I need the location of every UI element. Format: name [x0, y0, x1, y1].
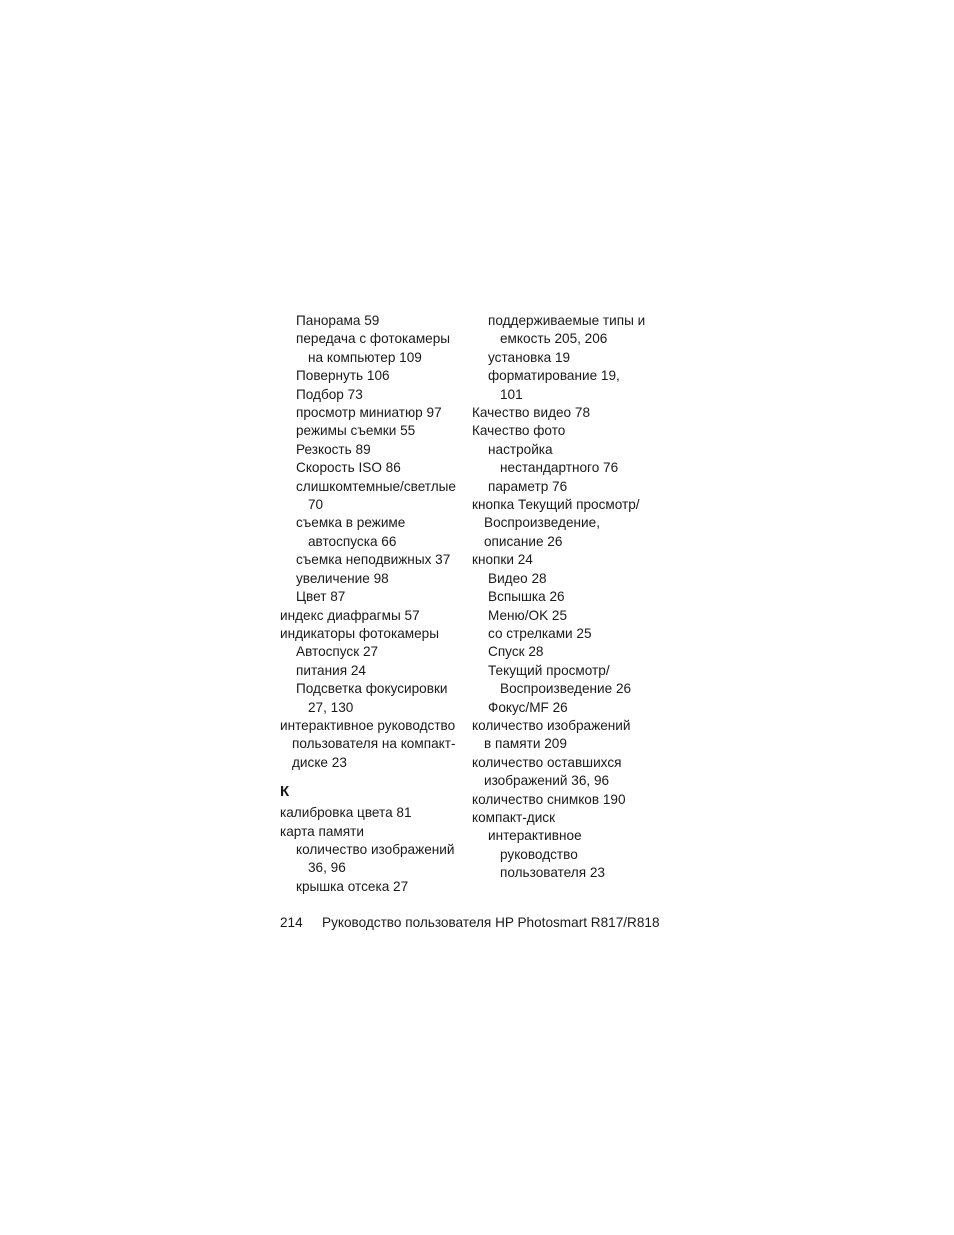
index-subentry [472, 349, 672, 367]
index-subentry [280, 441, 470, 459]
index-entry-continuation: 70 [308, 497, 324, 513]
index-entry-continuation: 101 [500, 386, 523, 402]
index-entry-text: Фокус/MF 26 [488, 699, 568, 715]
index-subentry [472, 625, 672, 643]
index-entry-text: кнопки 24 [472, 552, 533, 568]
index-entry [472, 717, 672, 754]
footer-title: Руководство пользователя HP Photosmart R817/R818 [322, 915, 660, 930]
index-subentry [280, 404, 470, 422]
index-entry-text: Цвет 87 [296, 589, 346, 605]
index-subentry [280, 478, 470, 515]
index-entry-text: количество изображений [296, 841, 455, 857]
index-subentry [472, 699, 672, 717]
index-entry [280, 804, 470, 822]
index-subentry [472, 312, 672, 349]
index-entry-text: режимы съемки 55 [296, 423, 416, 439]
index-subentry [280, 570, 470, 588]
index-entry-continuation: описание 26 [484, 533, 563, 549]
index-subentry [280, 422, 470, 440]
index-entry [472, 404, 672, 422]
index-entry-text: крышка отсека 27 [296, 878, 409, 894]
index-column-left [280, 312, 470, 896]
index-entry-text: Качество видео 78 [472, 405, 591, 421]
index-entry-text: параметр 76 [488, 478, 568, 494]
index-entry-continuation: пользователя 23 [500, 865, 605, 881]
index-subentry [472, 643, 672, 661]
index-entry-continuation: в памяти 209 [484, 736, 567, 752]
index-entry-text: индекс диафрагмы 57 [280, 607, 420, 623]
index-entry-text: Подбор 73 [296, 386, 363, 402]
index-entry-text: кнопка Текущий просмотр/ [472, 497, 640, 513]
index-subentry [280, 330, 470, 367]
index-entry-continuation: пользователя на компакт- [292, 736, 456, 752]
index-column-right [472, 312, 672, 883]
index-entry-text: калибровка цвета 81 [280, 805, 412, 821]
page-footer [280, 914, 660, 932]
index-entry-text: Скорость ISO 86 [296, 460, 401, 476]
index-entry [472, 551, 672, 569]
index-entry-text: Автоспуск 27 [296, 644, 379, 660]
index-subentry [280, 367, 470, 385]
index-entry-text: Панорама 59 [296, 313, 380, 328]
index-subentry [280, 588, 470, 606]
index-entry-continuation: Воспроизведение 26 [500, 681, 632, 697]
index-subentry [472, 607, 672, 625]
index-entry-text: Вспышка 26 [488, 589, 565, 605]
index-subentry [472, 478, 672, 496]
index-subentry [472, 588, 672, 606]
index-entry [472, 791, 672, 809]
index-entry [280, 625, 470, 643]
index-entry-text: количество изображений [472, 717, 631, 733]
index-entry-text: увеличение 98 [296, 570, 389, 586]
index-subentry [280, 878, 470, 896]
index-entry-continuation: 27, 130 [308, 699, 354, 715]
index-entry-text: форматирование 19, [488, 368, 620, 384]
index-entry-text: Меню/OK 25 [488, 607, 568, 623]
index-entry-text: интерактивное руководство [280, 717, 456, 733]
index-entry [472, 496, 672, 551]
index-subentry [280, 386, 470, 404]
index-subentry [472, 827, 672, 882]
index-entry-text: Качество фото [472, 423, 566, 439]
index-entry-text: передача с фотокамеры [296, 331, 451, 347]
index-entry-text: поддерживаемые типы и [488, 313, 646, 328]
index-entry-text: количество снимков 190 [472, 791, 626, 807]
index-entry [280, 823, 470, 841]
index-entry-text: слишкомтемные/светлые [296, 478, 456, 494]
index-entry-text: количество оставшихся [472, 754, 622, 770]
index-entry-text: Текущий просмотр/ [488, 662, 610, 678]
index-entry-continuation: автоспуска 66 [308, 533, 397, 549]
index-subentry [280, 459, 470, 477]
index-entry [280, 607, 470, 625]
index-subentry [280, 312, 470, 330]
index-subentry [280, 643, 470, 661]
index-subentry [280, 514, 470, 551]
index-entry-continuation: 36, 96 [308, 860, 346, 876]
index-entry-continuation: нестандартного 76 [500, 460, 619, 476]
index-entry-continuation: изображений 36, 96 [484, 773, 610, 789]
index-entry [472, 422, 672, 440]
index-entry-continuation: на компьютер 109 [308, 349, 422, 365]
index-entry [472, 754, 672, 791]
index-entry-text: Повернуть 106 [296, 368, 390, 384]
index-entry-continuation: руководство [500, 846, 578, 862]
index-section-letter: К [280, 783, 290, 801]
index-entry-text: интерактивное [488, 828, 582, 844]
index-entry-text: Резкость 89 [296, 441, 371, 457]
index-entry-text: Видео 28 [488, 570, 547, 586]
index-subentry [280, 841, 470, 878]
index-entry-text: настройка [488, 441, 553, 457]
index-entry-text: индикаторы фотокамеры [280, 625, 439, 641]
index-entry-text: съемка неподвижных 37 [296, 552, 451, 568]
index-entry-text: Подсветка фокусировки [296, 681, 448, 697]
index-entry-text: со стрелками 25 [488, 625, 592, 641]
index-entry-text: установка 19 [488, 349, 571, 365]
index-subentry [472, 570, 672, 588]
index-entry-text: питания 24 [296, 662, 366, 678]
page-number: 214 [280, 915, 303, 930]
index-entry-text: Спуск 28 [488, 644, 544, 660]
index-entry-text: съемка в режиме [296, 515, 406, 531]
index-subentry [472, 441, 672, 478]
index-entry [280, 717, 470, 772]
index-entry-continuation: Воспроизведение, [484, 515, 600, 531]
index-entry [472, 809, 672, 827]
index-entry-text: карта памяти [280, 823, 364, 839]
index-entry-continuation: диске 23 [292, 754, 347, 770]
index-entry-text: просмотр миниатюр 97 [296, 405, 442, 421]
index-entry-continuation: емкость 205, 206 [500, 331, 608, 347]
index-subentry [472, 367, 672, 404]
index-subentry [280, 680, 470, 717]
index-subentry [280, 551, 470, 569]
index-subentry [472, 662, 672, 699]
index-entry-text: компакт-диск [472, 809, 556, 825]
index-subentry [280, 662, 470, 680]
